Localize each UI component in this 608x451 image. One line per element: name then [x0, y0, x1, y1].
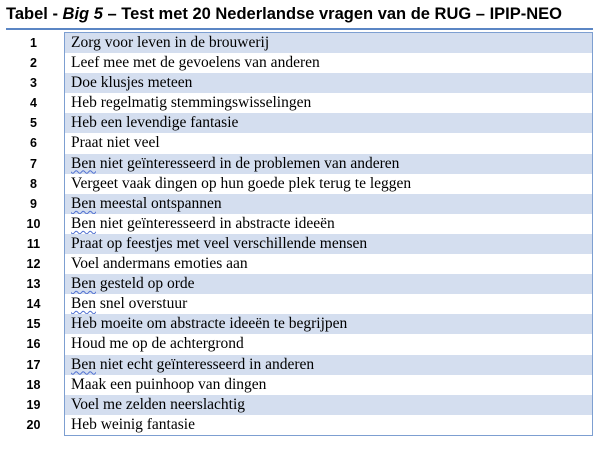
questions-table	[64, 32, 593, 436]
question-number: 4	[30, 96, 37, 111]
question-text: niet geïnteresseerd in abstracte ideeën	[95, 214, 335, 232]
question-text: Zorg voor leven in de brouwerij	[71, 34, 270, 51]
question-number: 14	[26, 297, 41, 312]
question-row	[65, 194, 592, 214]
question-text: Praat niet veel	[71, 134, 160, 152]
question-text: Heb regelmatig stemmingswisselingen	[71, 94, 312, 112]
question-number: 9	[30, 196, 37, 211]
question-row	[65, 214, 592, 234]
question-text: Houd me op de achtergrond	[71, 335, 244, 353]
question-number: 19	[26, 397, 41, 412]
question-row	[65, 254, 592, 274]
question-number: 10	[26, 216, 41, 231]
question-text: snel overstuur	[95, 295, 188, 313]
question-text: Heb moeite om abstracte ideeën te begrijpen	[71, 315, 348, 333]
question-text: Heb weinig fantasie	[71, 415, 195, 433]
question-text: Maak een puinhoop van dingen	[71, 375, 267, 393]
spellcheck-word: Ben	[71, 275, 96, 293]
question-row	[65, 174, 592, 194]
question-row	[65, 314, 592, 334]
question-row	[65, 33, 592, 53]
spellcheck-word: Ben	[71, 214, 96, 232]
question-text: Heb een levendige fantasie	[71, 114, 239, 132]
question-number: 2	[30, 56, 37, 71]
title-emphasis: Big 5	[62, 5, 103, 23]
question-text: niet echt geïnteresseerd in anderen	[95, 355, 315, 373]
question-text: meestal ontspannen	[95, 194, 222, 212]
question-text: niet geïnteresseerd in de problemen van anderen	[95, 154, 400, 172]
question-number: 5	[30, 116, 37, 131]
question-number: 8	[30, 176, 37, 191]
question-row	[65, 395, 592, 415]
spellcheck-word: Ben	[71, 295, 96, 313]
question-number: 13	[26, 277, 41, 292]
question-text: Voel me zelden neerslachtig	[71, 395, 246, 413]
question-number: 11	[26, 236, 41, 251]
question-number: 18	[26, 377, 41, 392]
question-number-column	[6, 33, 61, 435]
question-text: Voel andermans emoties aan	[71, 255, 248, 273]
document-title	[6, 2, 562, 26]
question-number: 3	[30, 76, 37, 91]
question-row	[65, 334, 592, 354]
question-row	[65, 113, 592, 133]
spellcheck-word: Ben	[71, 194, 96, 212]
question-row	[65, 375, 592, 395]
question-text: Vergeet vaak dingen op hun goede plek terug te leggen	[71, 174, 412, 192]
question-row	[65, 355, 592, 375]
spellcheck-word: Ben	[71, 154, 96, 172]
question-row	[65, 53, 592, 73]
question-number: 16	[26, 337, 41, 352]
question-row	[65, 234, 592, 254]
question-text: gesteld op orde	[95, 275, 195, 293]
question-row	[65, 133, 592, 153]
question-number: 1	[30, 36, 37, 50]
question-row	[65, 73, 592, 93]
question-number: 20	[26, 417, 41, 432]
question-text: Leef mee met de gevoelens van anderen	[71, 54, 320, 72]
title-prefix: Tabel -	[6, 5, 63, 23]
question-row	[65, 294, 592, 314]
question-number: 17	[26, 357, 41, 372]
question-row	[65, 274, 592, 294]
title-underline	[6, 28, 593, 30]
question-row	[65, 93, 592, 113]
question-row	[65, 415, 592, 435]
question-number: 7	[30, 156, 37, 171]
question-number: 6	[30, 136, 37, 151]
question-text: Doe klusjes meteen	[71, 74, 193, 92]
title-suffix: – Test met 20 Nederlandse vragen van de RUG – IPIP-NEO	[102, 5, 562, 23]
question-number: 15	[26, 317, 41, 332]
spellcheck-word: Ben	[71, 355, 96, 373]
question-text: Praat op feestjes met veel verschillende mensen	[71, 234, 368, 252]
question-row	[65, 154, 592, 174]
question-number: 12	[26, 257, 41, 272]
